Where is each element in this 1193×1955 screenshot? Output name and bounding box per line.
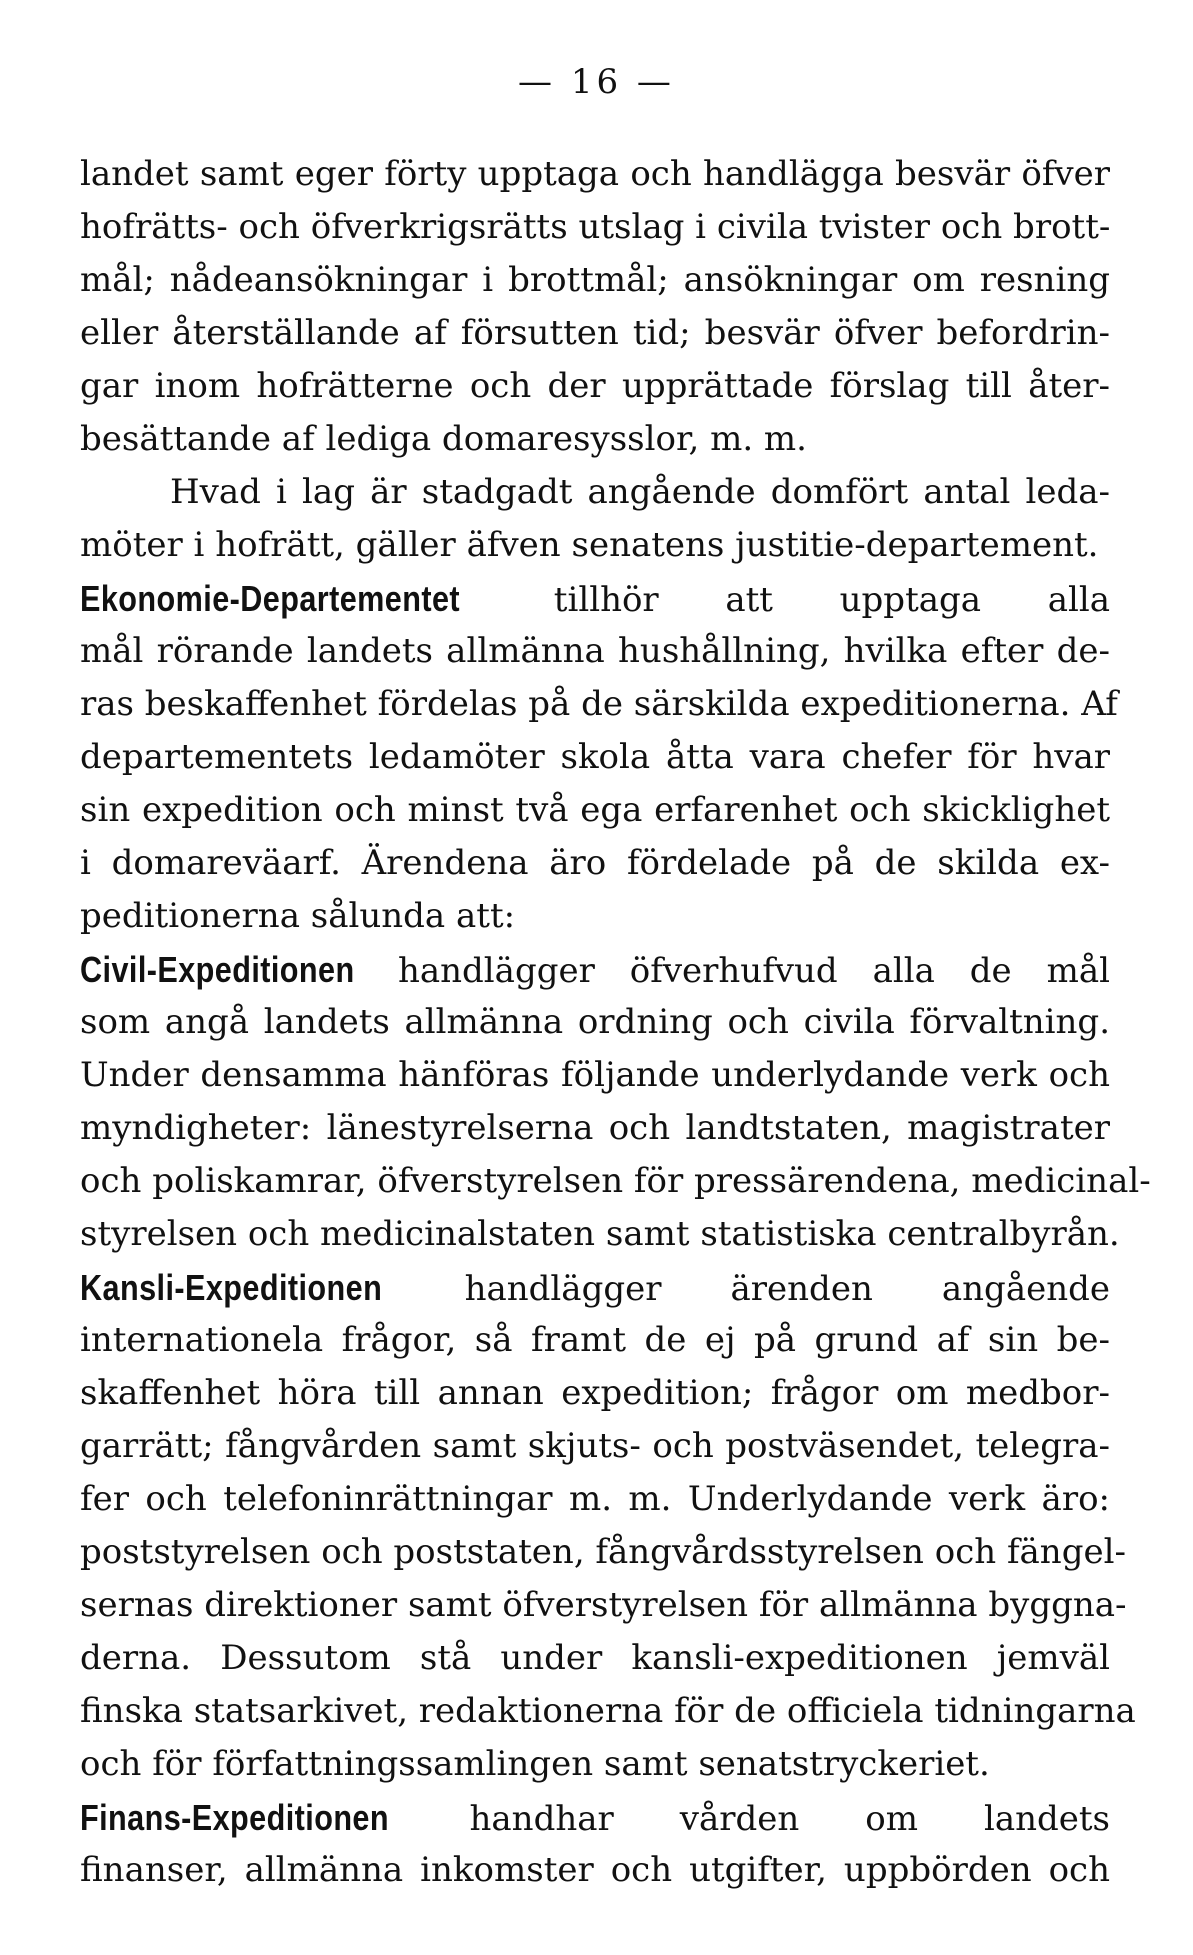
text-line: styrelsen och medicinalstaten samt statistiska centralbyrån. (80, 1214, 1120, 1254)
text-line: besättande af lediga domaresysslor, m. m. (80, 419, 807, 459)
text-line: mål rörande landets allmänna hushållning, hvilka efter de- (80, 631, 1110, 671)
body-text (80, 148, 1151, 1897)
section-line-ekonomie: Ekonomie-Departementet tillhör att upptaga alla (80, 572, 1110, 625)
text-line: sin expedition och minst två ega erfarenhet och skicklighet (80, 790, 1110, 830)
text-line: ras beskaffenhet fördelas på de särskilda expeditionerna. Af (80, 684, 1118, 724)
text-line: möter i hofrätt, gäller äfven senatens justitie-departement. (80, 525, 1099, 565)
text-line: i domareväarf. Ärendena äro fördelade på de skilda ex- (80, 843, 1110, 883)
text-line: hofrätts- och öfverkrigsrätts utslag i civila tvister och brott- (80, 207, 1111, 247)
text-line: eller återställande af försutten tid; besvär öfver befordrin- (80, 313, 1110, 353)
page-number: — 16 — (518, 62, 675, 102)
text-line: myndigheter: länestyrelserna och landtstaten, magistrater (80, 1108, 1110, 1148)
text-line: och poliskamrar, öfverstyrelsen för pressärendena, medicinal- (80, 1161, 1151, 1201)
text-line: sernas direktioner samt öfverstyrelsen för allmänna byggna- (80, 1585, 1127, 1625)
text-line: och för författningssamlingen samt senatstryckeriet. (80, 1744, 990, 1784)
section-heading: Finans-Expeditionen (80, 1797, 390, 1838)
section-line-kansli: Kansli-Expeditionen handlägger ärenden angående (80, 1261, 1110, 1314)
section-line-finans: Finans-Expeditionen handhar vården om landets (80, 1791, 1110, 1844)
text-line: poststyrelsen och poststaten, fångvårdsstyrelsen och fängel- (80, 1532, 1126, 1572)
section-heading: Civil-Expeditionen (80, 949, 355, 990)
text-line: internationela frågor, så framt de ej på grund af sin be- (80, 1320, 1110, 1360)
section-heading: Kansli-Expeditionen (80, 1267, 383, 1308)
text-line: finska statsarkivet, redaktionerna för de officiela tidningarna (80, 1691, 1136, 1731)
section-heading: Ekonomie-Departementet (80, 578, 461, 619)
text-line: Hvad i lag är stadgadt angående domfört antal leda- (170, 472, 1110, 512)
text-line: peditionerna sålunda att: (80, 896, 516, 936)
text-line: fer och telefoninrättningar m. m. Underlydande verk äro: (80, 1479, 1110, 1519)
text-line: derna. Dessutom stå under kansli-expeditionen jemväl (80, 1638, 1110, 1678)
text-line: garrätt; fångvården samt skjuts- och postväsendet, telegra- (80, 1426, 1110, 1466)
text-line: finanser, allmänna inkomster och utgifter, uppbörden och (80, 1850, 1110, 1890)
text-line: skaffenhet höra till annan expedition; frågor om medbor- (80, 1373, 1110, 1413)
text-line: mål; nådeansökningar i brottmål; ansökningar om resning (80, 260, 1110, 300)
text-line: som angå landets allmänna ordning och civila förvaltning. (80, 1002, 1110, 1042)
text-line: Under densamma hänföras följande underlydande verk och (80, 1055, 1110, 1095)
text-line: landet samt eger förty upptaga och handlägga besvär öfver (80, 154, 1110, 194)
section-line-civil: Civil-Expeditionen handlägger öfverhufvud alla de mål (80, 943, 1110, 996)
text-line: gar inom hofrätterne och der upprättade förslag till åter- (80, 366, 1110, 406)
text-line: departementets ledamöter skola åtta vara chefer för hvar (80, 737, 1110, 777)
